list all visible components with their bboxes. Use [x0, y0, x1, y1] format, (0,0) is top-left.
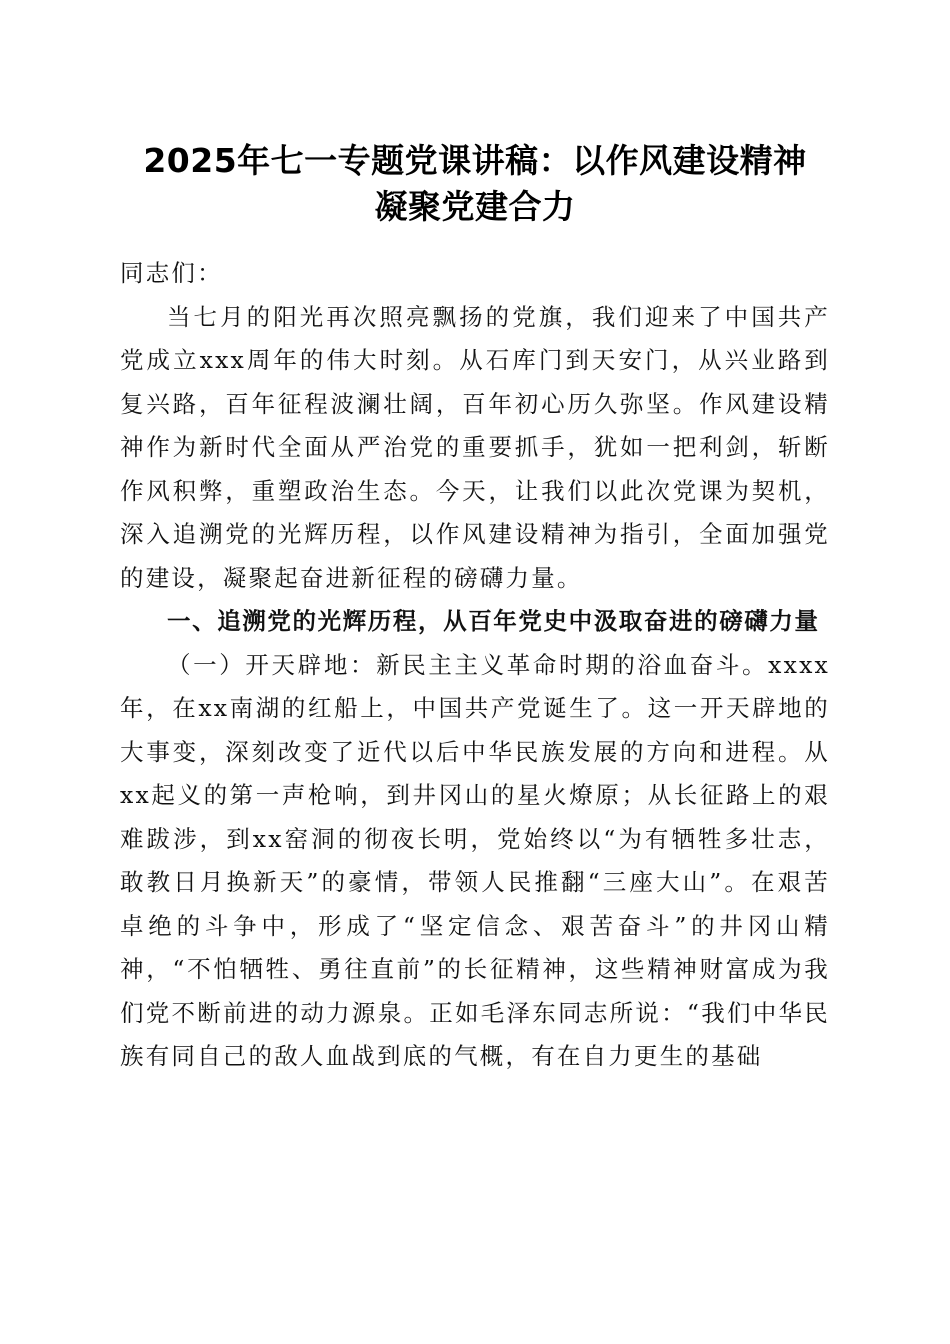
document-title — [120, 138, 830, 230]
subsection-title-1: （一）开天辟地：新民主主义革命时期的浴血奋斗。 — [167, 650, 769, 679]
title-line-2: 凝聚党建合力 — [374, 187, 576, 226]
document-body — [120, 252, 830, 1079]
salutation: 同志们： — [120, 259, 223, 287]
subsection-text-1: xxxx年，在xx南湖的红船上，中国共产党诞生了。这一开天辟地的大事变，深刻改变了近代以后中华民族发展的方向和进程。从xx起义的第一声枪响，到井冈山的星火燎原；从长征路上的艰难跋涉，到xx窑洞的彻夜长明，党始终以“为有牺牲多壮志，敢教日月换新天”的豪情，带领人民推翻“三座大山”。在艰苦卓绝的斗争中，形成了“坚定信念、艰苦奋斗”的井冈山精神，“不怕牺牲、勇往直前”的长征精神，这些精神财富成为我们党不断前进的动力源泉。正如毛泽东同志所说：“我们中华民族有同自己的敌人血战到底的气概，有在自力更生的基础 — [120, 650, 830, 1070]
section-heading-1: 一、追溯党的光辉历程，从百年党史中汲取奋进的磅礴力量 — [167, 607, 820, 635]
intro-paragraph: 当七月的阳光再次照亮飘扬的党旗，我们迎来了中国共产党成立xxx周年的伟大时刻。从石库门到天安门，从兴业路到复兴路，百年征程波澜壮阔，百年初心历久弥坚。作风建设精神作为新时代全面从严治党的重要抓手，犹如一把利剑，斩断作风积弊，重塑政治生态。今天，让我们以此次党课为契机，深入追溯党的光辉历程，以作风建设精神为指引，全面加强党的建设，凝聚起奋进新征程的磅礴力量。 — [120, 302, 830, 592]
subsection-paragraph-1 — [120, 644, 830, 1079]
title-line-1: 2025年七一专题党课讲稿：以作风建设精神 — [143, 141, 807, 180]
